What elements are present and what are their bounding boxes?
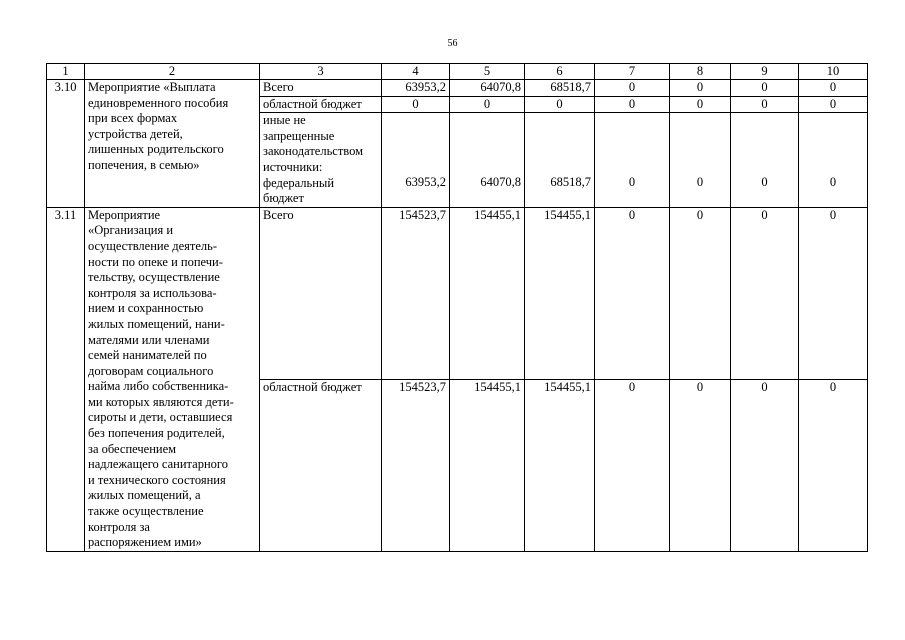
description-line: контроля за использова- [88, 285, 217, 300]
value-cell: 63953,2 [382, 80, 450, 97]
value-cell: 0 [595, 113, 670, 208]
value-cell: 154455,1 [525, 207, 595, 379]
funding-source: областной бюджет [260, 379, 382, 551]
value-cell: 0 [731, 80, 799, 97]
value-cell: 0 [670, 96, 731, 113]
description-line: и технического состояния [88, 472, 226, 487]
page-number: 56 [447, 38, 458, 49]
description-line: нием и сохранностью [88, 301, 204, 316]
value-cell: 0 [799, 80, 868, 97]
description-line: за обеспечением [88, 441, 177, 456]
row-id: 3.10 [47, 80, 85, 208]
value-cell: 64070,8 [450, 113, 525, 208]
value-cell: 154455,1 [450, 379, 525, 551]
value-cell: 0 [382, 96, 450, 113]
value-cell: 0 [595, 207, 670, 379]
value-cell: 0 [450, 96, 525, 113]
description-line: осуществление деятель- [88, 238, 218, 253]
value-cell: 0 [670, 113, 731, 208]
description-line: единовременного пособия [88, 95, 229, 110]
description-line: мателями или членами [88, 332, 210, 347]
value-cell: 154455,1 [450, 207, 525, 379]
source-line: иные не [263, 113, 306, 128]
value-cell: 63953,2 [382, 113, 450, 208]
value-cell: 154455,1 [525, 379, 595, 551]
value-cell: 154523,7 [382, 379, 450, 551]
description-line: устройства детей, [88, 126, 183, 141]
value-cell: 0 [525, 96, 595, 113]
description-line: без попечения родителей, [88, 426, 225, 441]
table-header-row [47, 64, 868, 80]
value-cell: 0 [731, 207, 799, 379]
description-line: ми которых являются дети- [88, 394, 234, 409]
description-line: жилых помещений, а [88, 488, 201, 503]
column-header: 8 [670, 64, 731, 80]
description-line: при всех формах [88, 111, 178, 126]
column-header: 5 [450, 64, 525, 80]
row-description [85, 207, 260, 551]
value-cell: 68518,7 [525, 80, 595, 97]
source-line: бюджет [263, 191, 304, 206]
value-cell: 0 [595, 379, 670, 551]
table-row [47, 207, 868, 379]
value-cell: 68518,7 [525, 113, 595, 208]
source-line: федеральный [263, 175, 335, 190]
description-line: лишенных родительского [88, 142, 224, 157]
value-cell: 0 [595, 96, 670, 113]
column-header: 1 [47, 64, 85, 80]
description-line: ности по опеке и попечи- [88, 254, 223, 269]
description-line: жилых помещений, нани- [88, 316, 225, 331]
description-line: Мероприятие [88, 207, 161, 222]
value-cell: 0 [670, 207, 731, 379]
description-line: «Организация и [88, 223, 174, 238]
value-cell: 64070,8 [450, 80, 525, 97]
table-row [47, 80, 868, 97]
funding-source: Всего [260, 207, 382, 379]
column-header: 2 [85, 64, 260, 80]
value-cell: 0 [595, 80, 670, 97]
column-header: 9 [731, 64, 799, 80]
row-description [85, 80, 260, 208]
column-header: 10 [799, 64, 868, 80]
value-cell: 0 [731, 113, 799, 208]
value-cell: 0 [731, 379, 799, 551]
value-cell: 154523,7 [382, 207, 450, 379]
source-line: источники: [263, 159, 323, 174]
value-cell: 0 [799, 96, 868, 113]
value-cell: 0 [731, 96, 799, 113]
description-line: тельству, осуществление [88, 270, 220, 285]
description-line: надлежащего санитарного [88, 457, 228, 472]
column-header: 4 [382, 64, 450, 80]
column-header: 3 [260, 64, 382, 80]
description-line: попечения, в семью» [88, 157, 200, 172]
column-header: 7 [595, 64, 670, 80]
description-line: также осуществление [88, 504, 204, 519]
description-line: семей нанимателей по [88, 348, 207, 363]
value-cell: 0 [670, 379, 731, 551]
funding-source: областной бюджет [260, 96, 382, 113]
description-line: распоряжением ими» [88, 535, 202, 550]
row-id: 3.11 [47, 207, 85, 551]
funding-source: Всего [260, 80, 382, 97]
value-cell: 0 [799, 379, 868, 551]
value-cell: 0 [799, 207, 868, 379]
source-line: запрещенные [263, 128, 335, 143]
description-line: Мероприятие «Выплата [88, 80, 216, 94]
description-line: найма либо собственника- [88, 379, 229, 394]
description-line: договорам социального [88, 363, 214, 378]
description-line: контроля за [88, 519, 150, 534]
budget-table [46, 63, 868, 552]
value-cell: 0 [670, 80, 731, 97]
value-cell: 0 [799, 113, 868, 208]
funding-source [260, 113, 382, 208]
column-header: 6 [525, 64, 595, 80]
description-line: сироты и дети, оставшиеся [88, 410, 233, 425]
source-line: законодательством [263, 144, 364, 159]
